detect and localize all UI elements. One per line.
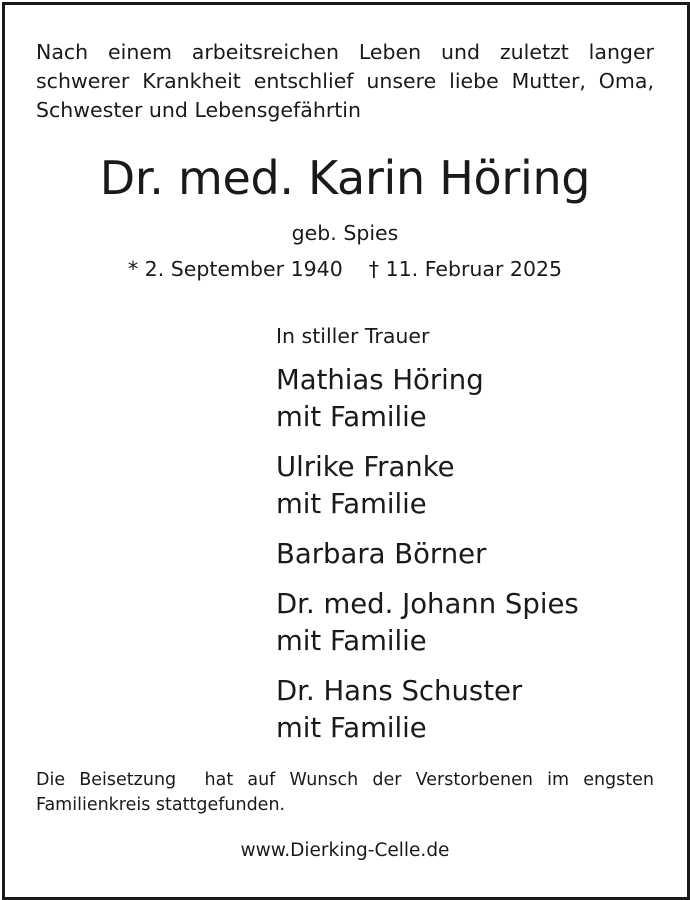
website-link[interactable]: www.Dierking-Celle.de [240,840,450,861]
mourner-note: mit Familie [276,712,427,744]
life-dates: * 2. September 1940 † 11. Februar 2025 [127,257,563,281]
mourner-note: mit Familie [276,401,427,433]
mourner-entry [276,449,676,523]
closing-line: Die Beisetzung hat auf Wunsch der Verstorbenen im engsten [36,770,654,790]
mourner-name: Ulrike Franke [276,451,455,483]
mourner-name: Dr. Hans Schuster [276,675,523,707]
intro-line: Schwester und Lebensgefährtin [36,98,361,122]
mourner-entry [276,536,676,573]
mourner-note: mit Familie [276,625,427,657]
intro-line: Nach einem arbeitsreichen Leben und zuletzt langer [36,40,654,64]
closing-text [36,768,654,818]
mourner-name: Barbara Börner [276,538,487,570]
intro-line: schwerer Krankheit entschlief unsere liebe Mutter, Oma, [36,69,654,93]
mourner-entry [276,586,676,660]
mourner-name: Dr. med. Johann Spies [276,588,579,620]
birth-name: geb. Spies [291,221,399,245]
mourners-list [276,322,676,760]
mourner-note: mit Familie [276,488,427,520]
closing-line: Familienkreis stattgefunden. [36,795,286,815]
mourner-entry [276,673,676,747]
mourners-heading: In stiller Trauer [276,324,430,348]
deceased-name: Dr. med. Karin Höring [99,151,591,205]
mourner-name: Mathias Höring [276,364,484,396]
mourner-entry [276,362,676,436]
intro-text [36,38,654,125]
